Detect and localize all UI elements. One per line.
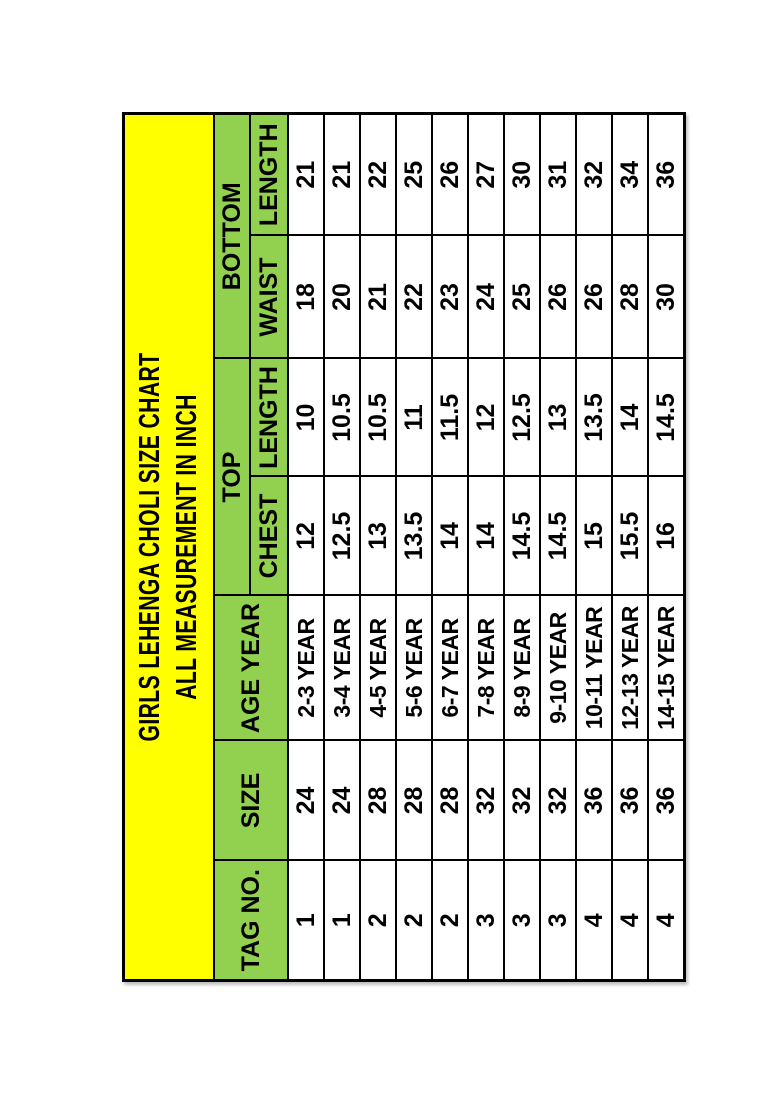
cell-tag-no: 2 xyxy=(360,861,396,981)
cell-size: 24 xyxy=(324,741,360,861)
cell-waist: 21 xyxy=(360,236,396,359)
table-row xyxy=(468,114,504,981)
cell-chest: 14 xyxy=(468,477,504,596)
cell-top-length: 11.5 xyxy=(432,359,468,477)
cell-tag-no: 4 xyxy=(612,861,648,981)
cell-waist: 18 xyxy=(288,236,324,359)
cell-waist: 20 xyxy=(324,236,360,359)
cell-chest: 12 xyxy=(288,477,324,596)
cell-tag-no: 3 xyxy=(540,861,576,981)
header-group-row xyxy=(214,114,250,981)
cell-waist: 24 xyxy=(468,236,504,359)
cell-bottom-length: 21 xyxy=(288,114,324,236)
table-row xyxy=(432,114,468,981)
header-waist: WAIST xyxy=(250,236,288,359)
chart-title xyxy=(132,232,206,863)
cell-size: 24 xyxy=(288,741,324,861)
cell-top-length: 10.5 xyxy=(360,359,396,477)
chart-title-line2: ALL MEASUREMENT IN INCH xyxy=(171,394,203,700)
cell-size: 36 xyxy=(576,741,612,861)
cell-bottom-length: 27 xyxy=(468,114,504,236)
table-row xyxy=(396,114,432,981)
cell-age-year: 9-10 YEAR xyxy=(540,596,576,741)
cell-chest: 14.5 xyxy=(504,477,540,596)
chart-title-line1: GIRLS LEHENGA CHOLI SIZE CHART xyxy=(134,352,166,742)
header-tag-no: TAG NO. xyxy=(214,861,288,981)
cell-age-year: 3-4 YEAR xyxy=(324,596,360,741)
table-row xyxy=(540,114,576,981)
cell-chest: 14 xyxy=(432,477,468,596)
header-chest: CHEST xyxy=(250,477,288,596)
cell-tag-no: 3 xyxy=(504,861,540,981)
cell-bottom-length: 22 xyxy=(360,114,396,236)
table-row xyxy=(360,114,396,981)
cell-top-length: 13.5 xyxy=(576,359,612,477)
cell-top-length: 10.5 xyxy=(324,359,360,477)
cell-bottom-length: 25 xyxy=(396,114,432,236)
cell-age-year: 7-8 YEAR xyxy=(468,596,504,741)
cell-waist: 28 xyxy=(612,236,648,359)
cell-chest: 16 xyxy=(648,477,685,596)
cell-tag-no: 3 xyxy=(468,861,504,981)
cell-age-year: 5-6 YEAR xyxy=(396,596,432,741)
cell-tag-no: 1 xyxy=(324,861,360,981)
cell-waist: 22 xyxy=(396,236,432,359)
cell-size: 32 xyxy=(504,741,540,861)
cell-waist: 23 xyxy=(432,236,468,359)
cell-top-length: 10 xyxy=(288,359,324,477)
header-size: SIZE xyxy=(214,741,288,861)
cell-size: 28 xyxy=(360,741,396,861)
cell-size: 28 xyxy=(432,741,468,861)
cell-tag-no: 2 xyxy=(432,861,468,981)
cell-chest: 12.5 xyxy=(324,477,360,596)
cell-size: 32 xyxy=(468,741,504,861)
cell-waist: 26 xyxy=(540,236,576,359)
cell-top-length: 14 xyxy=(612,359,648,477)
table-row xyxy=(612,114,648,981)
table-row xyxy=(648,114,685,981)
cell-age-year: 8-9 YEAR xyxy=(504,596,540,741)
header-top-group: TOP xyxy=(214,359,250,596)
cell-age-year: 2-3 YEAR xyxy=(288,596,324,741)
cell-tag-no: 1 xyxy=(288,861,324,981)
cell-tag-no: 4 xyxy=(576,861,612,981)
cell-age-year: 12-13 YEAR xyxy=(612,596,648,741)
cell-bottom-length: 36 xyxy=(648,114,685,236)
header-top-length: LENGTH xyxy=(250,359,288,477)
cell-chest: 15 xyxy=(576,477,612,596)
cell-waist: 30 xyxy=(648,236,685,359)
cell-top-length: 14.5 xyxy=(648,359,685,477)
cell-size: 36 xyxy=(648,741,685,861)
table-row xyxy=(576,114,612,981)
cell-bottom-length: 26 xyxy=(432,114,468,236)
cell-tag-no: 4 xyxy=(648,861,685,981)
cell-tag-no: 2 xyxy=(396,861,432,981)
header-age-year: AGE YEAR xyxy=(214,596,288,741)
cell-age-year: 14-15 YEAR xyxy=(648,596,685,741)
cell-top-length: 13 xyxy=(540,359,576,477)
table-row xyxy=(504,114,540,981)
table-row xyxy=(324,114,360,981)
cell-age-year: 10-11 YEAR xyxy=(576,596,612,741)
cell-bottom-length: 30 xyxy=(504,114,540,236)
cell-top-length: 11 xyxy=(396,359,432,477)
cell-chest: 13.5 xyxy=(396,477,432,596)
cell-age-year: 6-7 YEAR xyxy=(432,596,468,741)
cell-bottom-length: 34 xyxy=(612,114,648,236)
cell-age-year: 4-5 YEAR xyxy=(360,596,396,741)
header-bottom-group: BOTTOM xyxy=(214,114,250,359)
table-row xyxy=(288,114,324,981)
cell-chest: 15.5 xyxy=(612,477,648,596)
cell-waist: 25 xyxy=(504,236,540,359)
cell-waist: 26 xyxy=(576,236,612,359)
size-chart-table xyxy=(122,112,686,982)
cell-bottom-length: 32 xyxy=(576,114,612,236)
cell-bottom-length: 31 xyxy=(540,114,576,236)
cell-top-length: 12.5 xyxy=(504,359,540,477)
cell-chest: 13 xyxy=(360,477,396,596)
cell-top-length: 12 xyxy=(468,359,504,477)
size-chart-rotated xyxy=(122,115,680,982)
title-row xyxy=(124,114,215,981)
cell-size: 28 xyxy=(396,741,432,861)
cell-chest: 14.5 xyxy=(540,477,576,596)
cell-bottom-length: 21 xyxy=(324,114,360,236)
cell-size: 36 xyxy=(612,741,648,861)
chart-title-cell xyxy=(124,114,215,981)
cell-size: 32 xyxy=(540,741,576,861)
header-bottom-length: LENGTH xyxy=(250,114,288,236)
